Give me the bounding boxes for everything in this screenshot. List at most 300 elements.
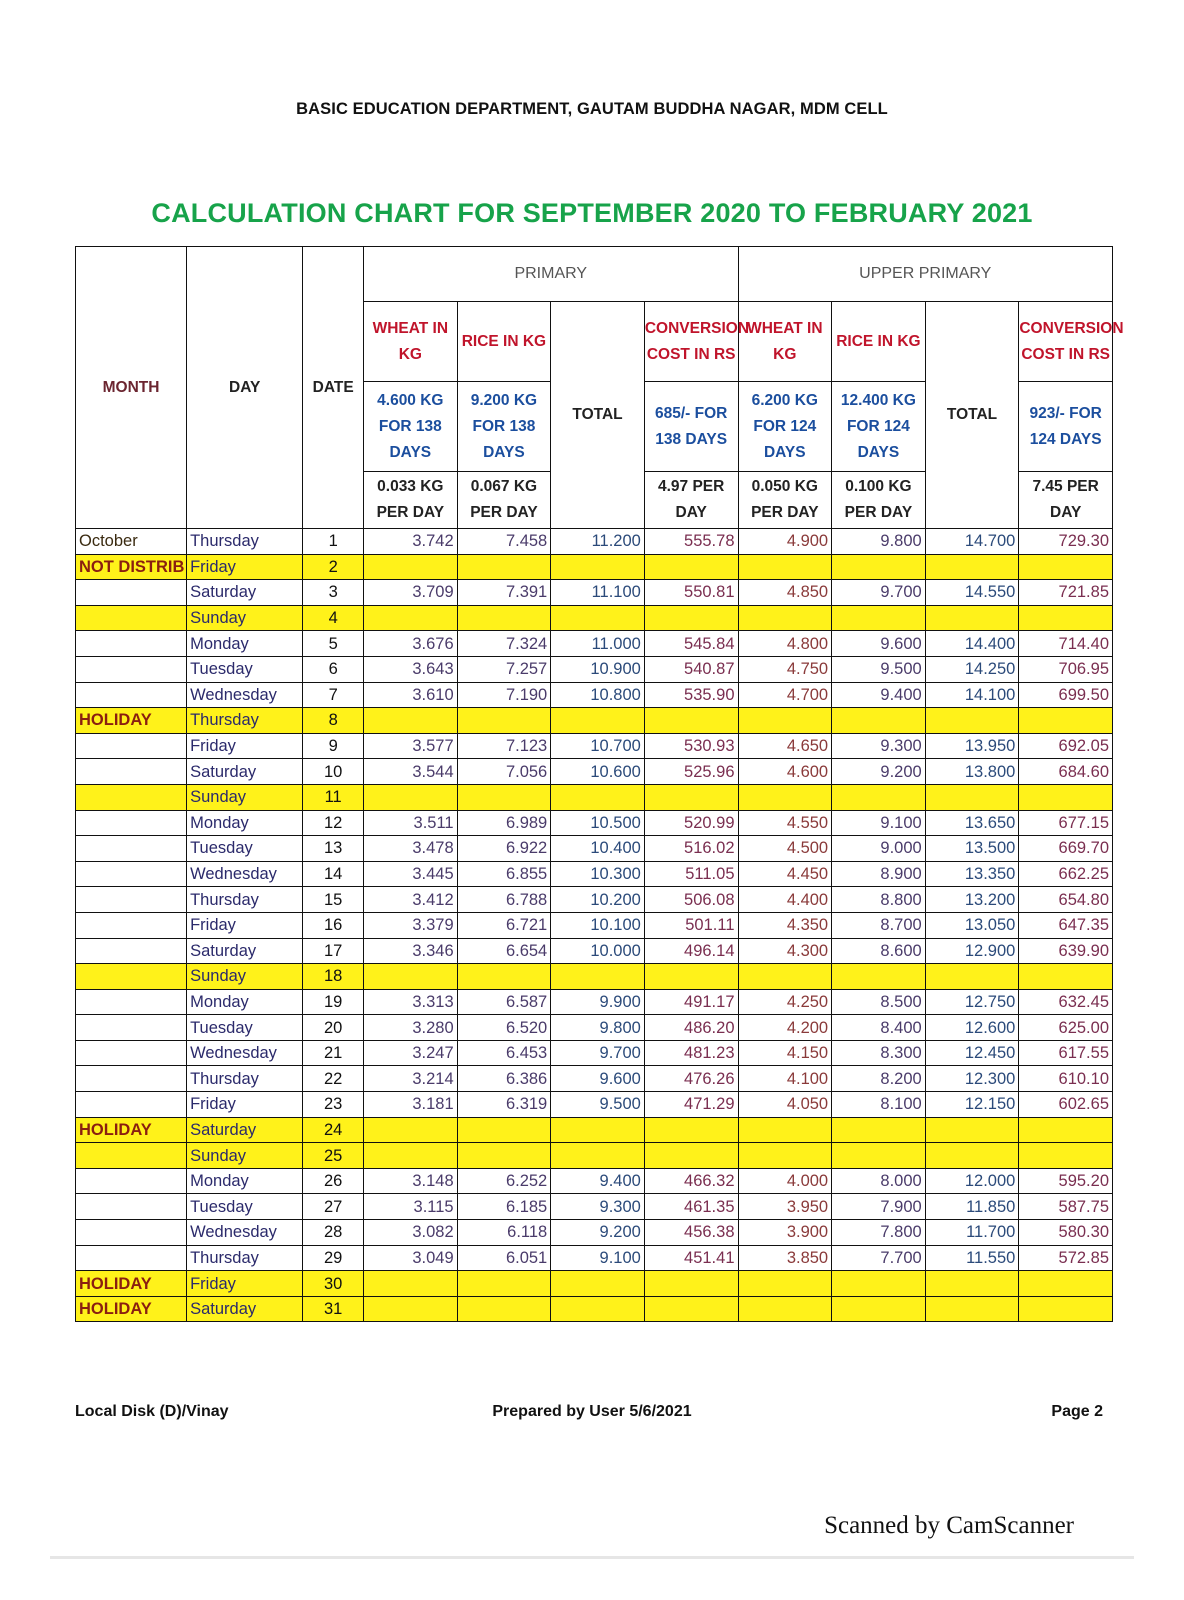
primary-total-cell — [551, 1296, 645, 1322]
primary-rice-cell — [457, 708, 551, 734]
primary-wheat-cell: 3.280 — [364, 1015, 458, 1041]
upper-total-cell — [925, 1143, 1019, 1169]
row-day: Sunday — [187, 605, 303, 631]
upper-cost-cell: 662.25 — [1019, 861, 1113, 887]
primary-cost-cell — [644, 554, 738, 580]
upper-wheat-cell: 4.000 — [738, 1168, 832, 1194]
row-day: Friday — [187, 1092, 303, 1118]
header-primary: PRIMARY — [364, 247, 738, 302]
upper-rice-cell — [832, 708, 926, 734]
header-primary-conversion: CONVERSION COST IN RS — [644, 302, 738, 382]
primary-wheat-cell: 3.148 — [364, 1168, 458, 1194]
primary-total-cell — [551, 708, 645, 734]
primary-total-cell — [551, 964, 645, 990]
upper-cost-cell: 587.75 — [1019, 1194, 1113, 1220]
row-month — [76, 605, 187, 631]
table-row — [76, 1271, 1113, 1297]
row-date: 6 — [303, 656, 364, 682]
upper-wheat-cell: 4.350 — [738, 912, 832, 938]
row-date: 17 — [303, 938, 364, 964]
row-date: 4 — [303, 605, 364, 631]
primary-wheat-cell — [364, 605, 458, 631]
primary-total-cell — [551, 605, 645, 631]
primary-cost-cell: 466.32 — [644, 1168, 738, 1194]
primary-total-cell: 10.200 — [551, 887, 645, 913]
primary-cost-cell — [644, 1271, 738, 1297]
upper-total-cell: 13.050 — [925, 912, 1019, 938]
table-row — [76, 708, 1113, 734]
primary-cost-cell: 451.41 — [644, 1245, 738, 1271]
upper-wheat-cell: 3.850 — [738, 1245, 832, 1271]
row-day: Tuesday — [187, 836, 303, 862]
primary-cost-cell: 461.35 — [644, 1194, 738, 1220]
upper-cost-cell: 572.85 — [1019, 1245, 1113, 1271]
upper-rice-cell: 9.300 — [832, 733, 926, 759]
primary-rice-cell — [457, 1296, 551, 1322]
row-day: Tuesday — [187, 656, 303, 682]
upper-cost-cell: 602.65 — [1019, 1092, 1113, 1118]
table-body — [76, 529, 1113, 1322]
upper-total-cell: 13.350 — [925, 861, 1019, 887]
primary-wheat-cell: 3.577 — [364, 733, 458, 759]
table-row — [76, 1143, 1113, 1169]
primary-total-cell — [551, 1143, 645, 1169]
upper-wheat-cell: 4.450 — [738, 861, 832, 887]
upper-rice-cell: 8.300 — [832, 1040, 926, 1066]
primary-rice-cell: 7.190 — [457, 682, 551, 708]
header-upper-rice-qty: 12.400 KG FOR 124 DAYS — [832, 382, 926, 472]
primary-rice-cell: 6.922 — [457, 836, 551, 862]
header-upper-cost-qty: 923/- FOR 124 DAYS — [1019, 382, 1113, 472]
primary-wheat-cell — [364, 1296, 458, 1322]
primary-cost-cell — [644, 605, 738, 631]
row-date: 3 — [303, 580, 364, 606]
row-month: HOLIDAY — [76, 1296, 187, 1322]
upper-wheat-cell — [738, 554, 832, 580]
row-day: Friday — [187, 912, 303, 938]
row-date: 5 — [303, 631, 364, 657]
upper-cost-cell — [1019, 1117, 1113, 1143]
upper-total-cell: 14.250 — [925, 656, 1019, 682]
row-day: Thursday — [187, 529, 303, 555]
table-row — [76, 529, 1113, 555]
upper-rice-cell — [832, 784, 926, 810]
upper-cost-cell: 580.30 — [1019, 1220, 1113, 1246]
primary-wheat-cell: 3.214 — [364, 1066, 458, 1092]
primary-cost-cell — [644, 964, 738, 990]
upper-cost-cell — [1019, 605, 1113, 631]
header-upper-wheat-qty: 6.200 KG FOR 124 DAYS — [738, 382, 832, 472]
upper-cost-cell: 625.00 — [1019, 1015, 1113, 1041]
primary-cost-cell — [644, 784, 738, 810]
row-month: October — [76, 529, 187, 555]
upper-rice-cell: 8.200 — [832, 1066, 926, 1092]
table-row — [76, 1015, 1113, 1041]
primary-rice-cell: 7.056 — [457, 759, 551, 785]
primary-total-cell — [551, 784, 645, 810]
primary-wheat-cell: 3.610 — [364, 682, 458, 708]
primary-total-cell: 11.000 — [551, 631, 645, 657]
primary-wheat-cell: 3.412 — [364, 887, 458, 913]
calculation-table — [75, 246, 1124, 1322]
upper-total-cell: 14.550 — [925, 580, 1019, 606]
row-date: 29 — [303, 1245, 364, 1271]
primary-wheat-cell: 3.049 — [364, 1245, 458, 1271]
row-day: Saturday — [187, 938, 303, 964]
primary-rice-cell — [457, 784, 551, 810]
table-row — [76, 682, 1113, 708]
upper-cost-cell: 699.50 — [1019, 682, 1113, 708]
row-day: Thursday — [187, 887, 303, 913]
table-row — [76, 1245, 1113, 1271]
primary-total-cell: 10.800 — [551, 682, 645, 708]
upper-total-cell: 14.100 — [925, 682, 1019, 708]
row-month — [76, 682, 187, 708]
primary-cost-cell: 516.02 — [644, 836, 738, 862]
header-primary-rice: RICE IN KG — [457, 302, 551, 382]
primary-rice-cell: 6.453 — [457, 1040, 551, 1066]
row-month: HOLIDAY — [76, 1117, 187, 1143]
upper-total-cell: 13.200 — [925, 887, 1019, 913]
upper-wheat-cell: 4.700 — [738, 682, 832, 708]
header-upper-primary: UPPER PRIMARY — [738, 247, 1113, 302]
upper-rice-cell — [832, 605, 926, 631]
header-primary-cost-qty: 685/- FOR 138 DAYS — [644, 382, 738, 472]
primary-wheat-cell: 3.379 — [364, 912, 458, 938]
upper-cost-cell — [1019, 1271, 1113, 1297]
primary-total-cell: 10.000 — [551, 938, 645, 964]
upper-wheat-cell: 4.500 — [738, 836, 832, 862]
row-date: 22 — [303, 1066, 364, 1092]
upper-rice-cell: 7.900 — [832, 1194, 926, 1220]
header-month: MONTH — [76, 247, 187, 529]
upper-wheat-cell: 3.950 — [738, 1194, 832, 1220]
row-day: Monday — [187, 1168, 303, 1194]
upper-cost-cell: 677.15 — [1019, 810, 1113, 836]
upper-cost-cell: 669.70 — [1019, 836, 1113, 862]
upper-rice-cell: 8.100 — [832, 1092, 926, 1118]
primary-rice-cell: 6.386 — [457, 1066, 551, 1092]
upper-rice-cell: 8.800 — [832, 887, 926, 913]
row-day: Tuesday — [187, 1194, 303, 1220]
primary-total-cell: 9.500 — [551, 1092, 645, 1118]
primary-wheat-cell: 3.181 — [364, 1092, 458, 1118]
row-day: Monday — [187, 631, 303, 657]
row-date: 27 — [303, 1194, 364, 1220]
table-row — [76, 1220, 1113, 1246]
primary-cost-cell: 535.90 — [644, 682, 738, 708]
row-day: Friday — [187, 554, 303, 580]
primary-wheat-cell: 3.544 — [364, 759, 458, 785]
upper-rice-cell: 9.700 — [832, 580, 926, 606]
upper-rice-cell — [832, 1271, 926, 1297]
table-row — [76, 1066, 1113, 1092]
primary-wheat-cell — [364, 1117, 458, 1143]
row-month — [76, 861, 187, 887]
row-month: HOLIDAY — [76, 708, 187, 734]
upper-total-cell — [925, 1296, 1019, 1322]
table-row — [76, 1117, 1113, 1143]
header-primary-wheat-day: 0.033 KG PER DAY — [364, 472, 458, 529]
upper-wheat-cell — [738, 1271, 832, 1297]
row-month — [76, 887, 187, 913]
primary-rice-cell: 6.118 — [457, 1220, 551, 1246]
upper-wheat-cell — [738, 1117, 832, 1143]
primary-rice-cell: 6.051 — [457, 1245, 551, 1271]
primary-cost-cell: 550.81 — [644, 580, 738, 606]
upper-rice-cell: 8.500 — [832, 989, 926, 1015]
upper-cost-cell: 639.90 — [1019, 938, 1113, 964]
upper-rice-cell: 9.100 — [832, 810, 926, 836]
primary-cost-cell — [644, 1143, 738, 1169]
upper-rice-cell: 8.400 — [832, 1015, 926, 1041]
upper-rice-cell — [832, 1296, 926, 1322]
upper-total-cell — [925, 554, 1019, 580]
upper-cost-cell: 729.30 — [1019, 529, 1113, 555]
primary-wheat-cell: 3.643 — [364, 656, 458, 682]
primary-wheat-cell: 3.742 — [364, 529, 458, 555]
upper-rice-cell — [832, 1143, 926, 1169]
upper-wheat-cell: 4.900 — [738, 529, 832, 555]
primary-wheat-cell — [364, 1143, 458, 1169]
row-month — [76, 733, 187, 759]
upper-cost-cell: 706.95 — [1019, 656, 1113, 682]
row-date: 2 — [303, 554, 364, 580]
upper-cost-cell: 721.85 — [1019, 580, 1113, 606]
row-day: Saturday — [187, 759, 303, 785]
row-day: Thursday — [187, 708, 303, 734]
row-day: Sunday — [187, 1143, 303, 1169]
upper-cost-cell: 647.35 — [1019, 912, 1113, 938]
upper-rice-cell — [832, 964, 926, 990]
upper-total-cell: 12.300 — [925, 1066, 1019, 1092]
upper-total-cell: 13.950 — [925, 733, 1019, 759]
header-upper-wheat: WHEAT IN KG — [738, 302, 832, 382]
upper-total-cell: 12.150 — [925, 1092, 1019, 1118]
row-date: 14 — [303, 861, 364, 887]
primary-cost-cell: 540.87 — [644, 656, 738, 682]
upper-rice-cell: 8.000 — [832, 1168, 926, 1194]
upper-wheat-cell: 4.200 — [738, 1015, 832, 1041]
primary-wheat-cell: 3.247 — [364, 1040, 458, 1066]
primary-wheat-cell: 3.445 — [364, 861, 458, 887]
primary-rice-cell: 6.989 — [457, 810, 551, 836]
primary-rice-cell: 6.520 — [457, 1015, 551, 1041]
chart-title: CALCULATION CHART FOR SEPTEMBER 2020 TO FEBRUARY 2021 — [151, 198, 1033, 228]
header-upper-total: TOTAL — [925, 302, 1019, 529]
primary-total-cell: 10.500 — [551, 810, 645, 836]
row-month — [76, 631, 187, 657]
upper-total-cell: 13.650 — [925, 810, 1019, 836]
primary-rice-cell: 7.458 — [457, 529, 551, 555]
row-day: Sunday — [187, 784, 303, 810]
department-title: BASIC EDUCATION DEPARTMENT, GAUTAM BUDDHA NAGAR, MDM CELL — [296, 100, 888, 118]
primary-total-cell: 9.600 — [551, 1066, 645, 1092]
row-date: 20 — [303, 1015, 364, 1041]
primary-cost-cell: 491.17 — [644, 989, 738, 1015]
row-month — [76, 810, 187, 836]
primary-wheat-cell: 3.346 — [364, 938, 458, 964]
row-date: 19 — [303, 989, 364, 1015]
row-date: 25 — [303, 1143, 364, 1169]
header-upper-rice: RICE IN KG — [832, 302, 926, 382]
primary-total-cell: 9.700 — [551, 1040, 645, 1066]
upper-total-cell: 12.000 — [925, 1168, 1019, 1194]
table-row — [76, 861, 1113, 887]
primary-total-cell: 11.200 — [551, 529, 645, 555]
row-date: 18 — [303, 964, 364, 990]
row-month — [76, 1066, 187, 1092]
row-date: 7 — [303, 682, 364, 708]
primary-cost-cell — [644, 1117, 738, 1143]
primary-wheat-cell — [364, 1271, 458, 1297]
upper-total-cell: 13.800 — [925, 759, 1019, 785]
primary-rice-cell — [457, 964, 551, 990]
row-day: Monday — [187, 810, 303, 836]
table-row — [76, 759, 1113, 785]
primary-cost-cell: 545.84 — [644, 631, 738, 657]
table-row — [76, 1194, 1113, 1220]
row-day: Wednesday — [187, 682, 303, 708]
row-day: Wednesday — [187, 1220, 303, 1246]
upper-wheat-cell — [738, 708, 832, 734]
row-month — [76, 1015, 187, 1041]
table-row — [76, 836, 1113, 862]
upper-cost-cell: 692.05 — [1019, 733, 1113, 759]
row-date: 12 — [303, 810, 364, 836]
row-month — [76, 580, 187, 606]
upper-rice-cell: 9.400 — [832, 682, 926, 708]
primary-cost-cell: 501.11 — [644, 912, 738, 938]
primary-total-cell — [551, 1271, 645, 1297]
row-day: Friday — [187, 733, 303, 759]
row-month — [76, 1040, 187, 1066]
primary-cost-cell: 471.29 — [644, 1092, 738, 1118]
upper-cost-cell — [1019, 784, 1113, 810]
upper-total-cell — [925, 784, 1019, 810]
primary-wheat-cell: 3.478 — [364, 836, 458, 862]
upper-rice-cell: 9.000 — [832, 836, 926, 862]
primary-total-cell: 9.200 — [551, 1220, 645, 1246]
upper-wheat-cell: 4.550 — [738, 810, 832, 836]
upper-cost-cell: 610.10 — [1019, 1066, 1113, 1092]
primary-total-cell: 9.400 — [551, 1168, 645, 1194]
row-month — [76, 989, 187, 1015]
table-row — [76, 656, 1113, 682]
scan-edge-line — [50, 1556, 1134, 1559]
primary-total-cell: 9.800 — [551, 1015, 645, 1041]
primary-rice-cell: 6.654 — [457, 938, 551, 964]
upper-total-cell — [925, 708, 1019, 734]
primary-total-cell: 11.100 — [551, 580, 645, 606]
row-day: Sunday — [187, 964, 303, 990]
upper-total-cell — [925, 964, 1019, 990]
primary-wheat-cell: 3.313 — [364, 989, 458, 1015]
primary-total-cell: 9.100 — [551, 1245, 645, 1271]
row-month: HOLIDAY — [76, 1271, 187, 1297]
upper-wheat-cell: 4.150 — [738, 1040, 832, 1066]
upper-wheat-cell: 4.400 — [738, 887, 832, 913]
header-primary-wheat-qty: 4.600 KG FOR 138 DAYS — [364, 382, 458, 472]
row-date: 16 — [303, 912, 364, 938]
upper-wheat-cell — [738, 784, 832, 810]
upper-cost-cell: 654.80 — [1019, 887, 1113, 913]
scanned-by-watermark: Scanned by CamScanner — [824, 1512, 1074, 1539]
row-month — [76, 1220, 187, 1246]
upper-wheat-cell — [738, 605, 832, 631]
row-date: 31 — [303, 1296, 364, 1322]
primary-rice-cell — [457, 1143, 551, 1169]
primary-wheat-cell: 3.676 — [364, 631, 458, 657]
primary-total-cell: 9.900 — [551, 989, 645, 1015]
upper-cost-cell: 595.20 — [1019, 1168, 1113, 1194]
row-date: 24 — [303, 1117, 364, 1143]
upper-total-cell: 12.450 — [925, 1040, 1019, 1066]
upper-total-cell: 11.850 — [925, 1194, 1019, 1220]
primary-rice-cell: 6.721 — [457, 912, 551, 938]
footer-path: Local Disk (D)/Vinay — [75, 1403, 229, 1420]
table-row — [76, 912, 1113, 938]
primary-total-cell: 9.300 — [551, 1194, 645, 1220]
row-month — [76, 656, 187, 682]
row-month: NOT DISTRIB — [76, 554, 187, 580]
primary-cost-cell: 486.20 — [644, 1015, 738, 1041]
upper-rice-cell: 7.800 — [832, 1220, 926, 1246]
upper-rice-cell — [832, 1117, 926, 1143]
row-date: 10 — [303, 759, 364, 785]
upper-total-cell — [925, 1117, 1019, 1143]
upper-cost-cell — [1019, 1143, 1113, 1169]
upper-wheat-cell — [738, 964, 832, 990]
primary-wheat-cell: 3.082 — [364, 1220, 458, 1246]
header-primary-wheat: WHEAT IN KG — [364, 302, 458, 382]
primary-cost-cell: 456.38 — [644, 1220, 738, 1246]
row-day: Saturday — [187, 1296, 303, 1322]
primary-rice-cell: 6.587 — [457, 989, 551, 1015]
row-date: 21 — [303, 1040, 364, 1066]
primary-wheat-cell: 3.709 — [364, 580, 458, 606]
primary-total-cell: 10.600 — [551, 759, 645, 785]
row-day: Friday — [187, 1271, 303, 1297]
row-day: Monday — [187, 989, 303, 1015]
table-row — [76, 631, 1113, 657]
table-row — [76, 887, 1113, 913]
upper-wheat-cell: 4.650 — [738, 733, 832, 759]
upper-total-cell: 12.750 — [925, 989, 1019, 1015]
row-day: Wednesday — [187, 1040, 303, 1066]
table-row — [76, 580, 1113, 606]
upper-rice-cell: 7.700 — [832, 1245, 926, 1271]
footer-page: Page 2 — [1051, 1403, 1103, 1420]
row-day: Saturday — [187, 580, 303, 606]
header-upper-rice-day: 0.100 KG PER DAY — [832, 472, 926, 529]
upper-total-cell — [925, 1271, 1019, 1297]
upper-total-cell: 11.550 — [925, 1245, 1019, 1271]
upper-total-cell: 13.500 — [925, 836, 1019, 862]
primary-wheat-cell — [364, 554, 458, 580]
primary-wheat-cell — [364, 964, 458, 990]
primary-total-cell: 10.100 — [551, 912, 645, 938]
primary-cost-cell — [644, 708, 738, 734]
primary-rice-cell: 6.319 — [457, 1092, 551, 1118]
header-primary-total: TOTAL — [551, 302, 645, 529]
primary-cost-cell — [644, 1296, 738, 1322]
table-row — [76, 1092, 1113, 1118]
primary-cost-cell: 530.93 — [644, 733, 738, 759]
header-upper-wheat-day: 0.050 KG PER DAY — [738, 472, 832, 529]
header-day: DAY — [187, 247, 303, 529]
primary-cost-cell: 520.99 — [644, 810, 738, 836]
